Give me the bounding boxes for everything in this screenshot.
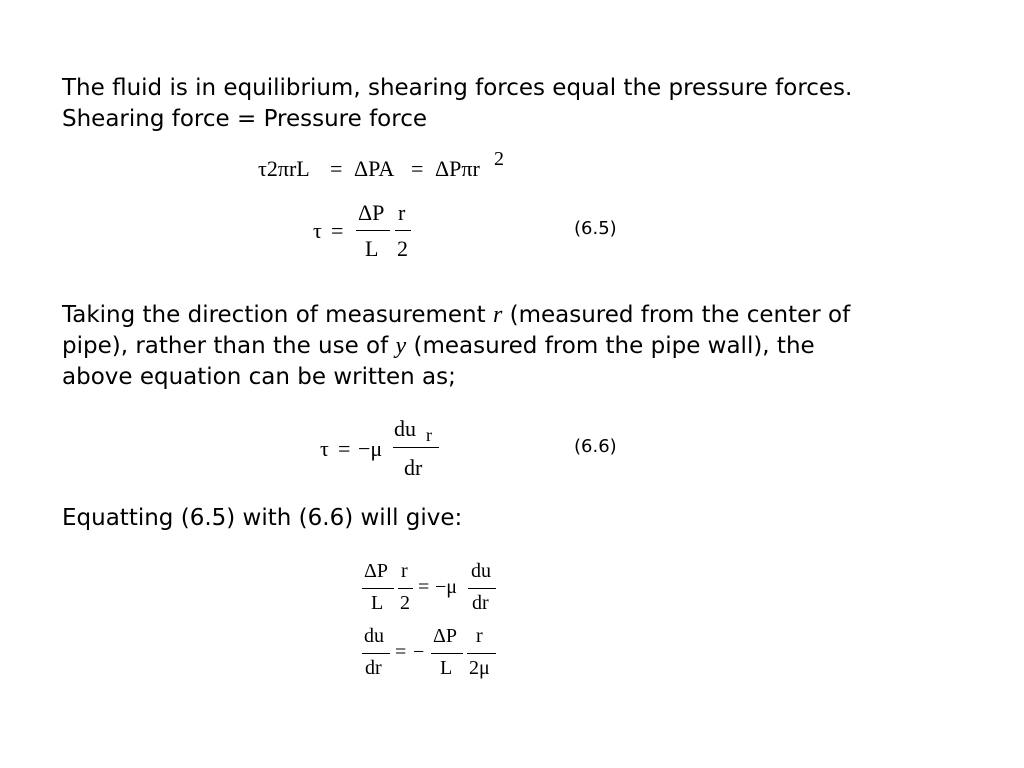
velocity-gradient-equation <box>362 625 502 683</box>
intro-line-1: The fluid is in equilibrium, shearing forces equal the pressure forces. <box>62 75 853 101</box>
fraction-denominator: dr <box>365 657 382 679</box>
equals-sign: = <box>395 641 407 663</box>
fraction-denominator: 2 <box>397 236 408 261</box>
fraction-bar <box>431 653 463 654</box>
equals-sign: = <box>331 218 344 243</box>
fraction-numerator: du <box>394 416 416 441</box>
variable-r: r <box>492 302 503 328</box>
fraction-numerator: r <box>401 560 408 582</box>
text-span: Taking the direction of measurement <box>62 302 493 328</box>
fraction-bar <box>393 447 439 448</box>
fraction-numerator: du <box>364 625 384 647</box>
measurement-paragraph <box>62 300 962 393</box>
fraction-numerator: ΔP <box>433 625 457 647</box>
fraction-numerator: ΔP <box>358 200 385 225</box>
negative-mu: −μ <box>358 436 383 461</box>
force-balance-equation <box>258 148 518 188</box>
fraction-denominator: L <box>365 236 379 261</box>
equals-sign: = <box>338 436 351 461</box>
equation-number-6-5: (6.5) <box>574 218 617 239</box>
force-balance-rhs: ΔPπr <box>435 156 480 181</box>
measurement-line-3: above equation can be written as; <box>62 364 456 390</box>
text-span: (measured from the pipe wall), the <box>406 333 815 359</box>
equals-sign: = <box>411 156 424 181</box>
fraction-denominator: L <box>440 657 453 679</box>
fraction-numerator: r <box>398 200 406 225</box>
intro-paragraph <box>62 73 962 135</box>
fraction-denominator: 2μ <box>469 657 490 679</box>
variable-y: y <box>395 333 407 359</box>
fraction-denominator: 2 <box>400 592 410 614</box>
intro-line-2: Shearing force = Pressure force <box>62 106 428 132</box>
negative-mu: −μ <box>435 576 458 598</box>
measurement-line-1 <box>62 300 962 331</box>
fraction-numerator: du <box>471 560 491 582</box>
equals-sign: = <box>418 576 430 598</box>
fraction-bar <box>356 230 390 231</box>
equated-equation <box>362 560 502 618</box>
fraction-denominator: dr <box>404 455 423 480</box>
equation-6-6 <box>320 415 450 485</box>
text-span: pipe), rather than the use of <box>62 333 396 359</box>
fraction-numerator: ΔP <box>364 560 388 582</box>
fraction-bar <box>398 588 413 589</box>
exponent: 2 <box>494 148 504 170</box>
equation-6-5 <box>313 198 423 264</box>
fraction-bar <box>467 653 496 654</box>
minus-sign: − <box>413 641 425 663</box>
equals-sign: = <box>330 156 343 181</box>
text-span: (measured from the center of <box>502 302 851 328</box>
fraction-bar <box>362 653 390 654</box>
force-balance-mid: ΔPA <box>354 156 395 181</box>
fraction-numerator: r <box>476 625 483 647</box>
force-balance-lhs: τ2πrL <box>258 156 310 181</box>
equation-number-6-6: (6.6) <box>574 436 617 457</box>
tau-symbol: τ <box>320 436 329 461</box>
fraction-bar <box>362 588 394 589</box>
fraction-denominator: dr <box>472 592 489 614</box>
subscript-r: r <box>426 425 432 445</box>
equating-paragraph: Equatting (6.5) with (6.6) will give: <box>62 505 463 531</box>
measurement-line-2 <box>62 331 962 362</box>
fraction-denominator: L <box>371 592 384 614</box>
fraction-bar <box>395 230 411 231</box>
tau-symbol: τ <box>313 218 322 243</box>
fraction-bar <box>468 588 496 589</box>
